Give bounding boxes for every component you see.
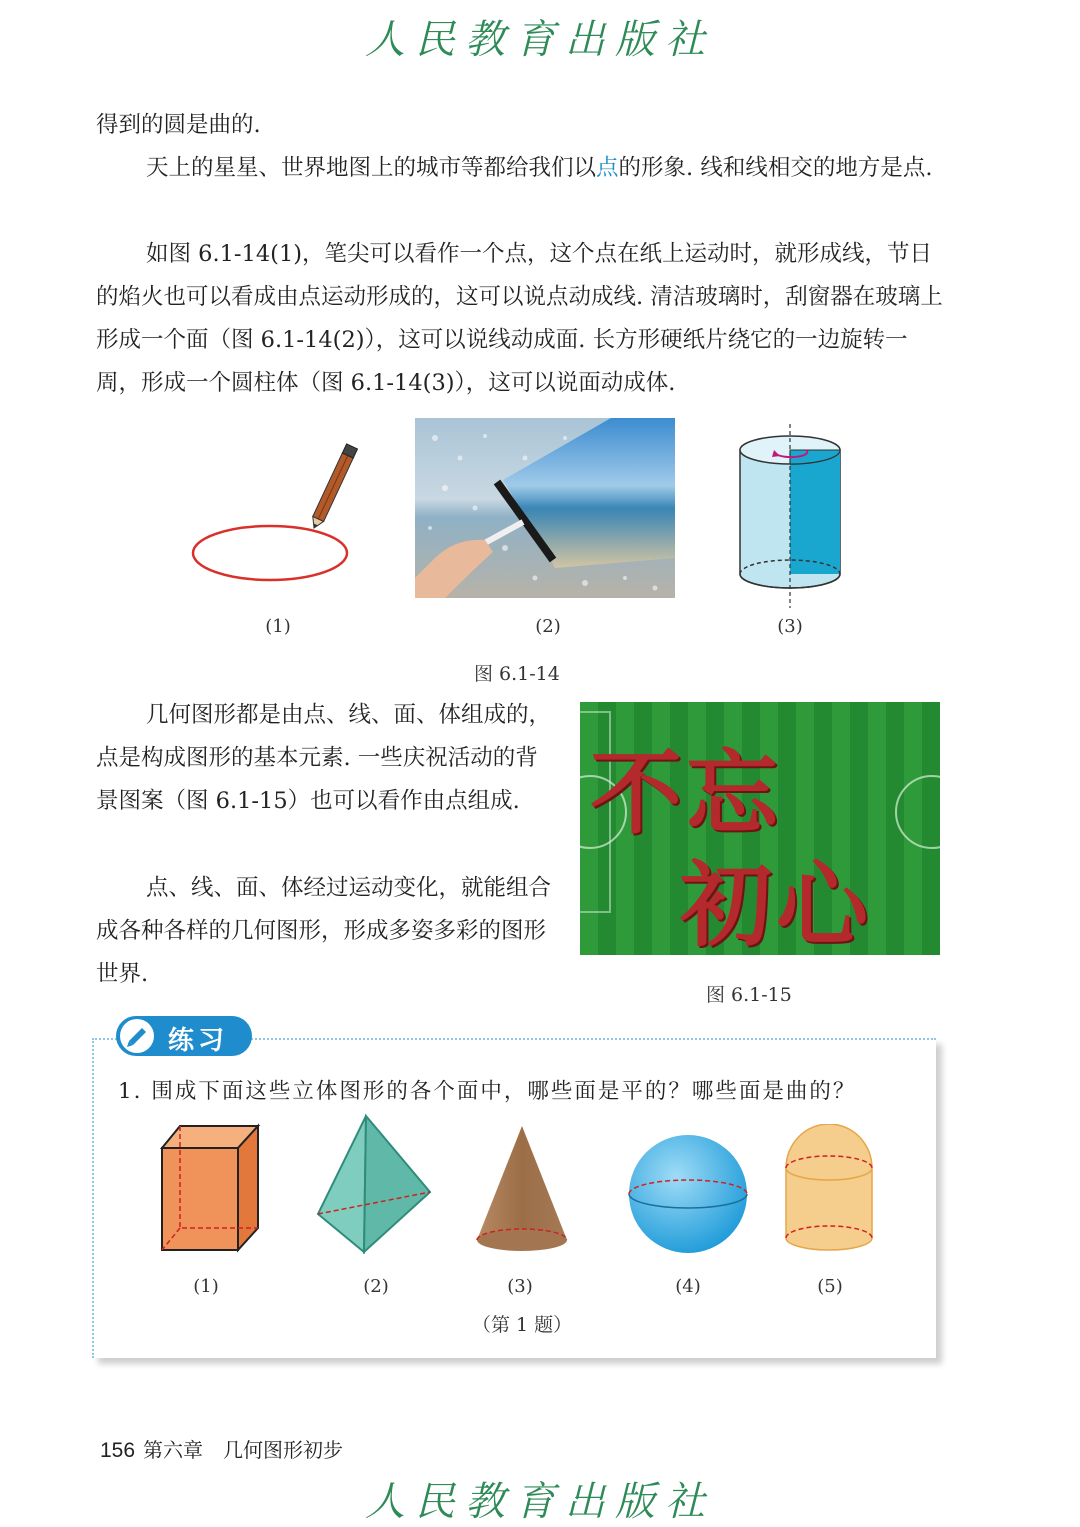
fig14-label-1: (1) xyxy=(265,616,291,637)
pencil-badge-icon xyxy=(120,1019,154,1053)
chapter-title: 第六章 几何图形初步 xyxy=(143,1438,344,1462)
figure-squeegee-photo xyxy=(415,418,675,598)
publisher-watermark-bottom: 人民教育出版社 xyxy=(365,1479,715,1525)
figure-cylinder xyxy=(732,424,847,608)
figure-pencil-drawing xyxy=(190,436,365,586)
paragraph-1: 得到的圆是曲的. xyxy=(96,112,261,138)
paragraph-4: 几何图形都是由点、线、面、体组成的，点是构成图形的基本元素. 一些庆祝活动的背景图案（图 6.1-15）也可以看作由点组成. xyxy=(96,702,552,814)
exercise-caption: （第 1 题） xyxy=(472,1314,573,1336)
exercise-tag xyxy=(116,1016,252,1056)
paragraph-2-text-b: 的形象. 线和线相交的地方是点. xyxy=(618,155,933,181)
paragraph-2-text-a: 天上的星星、世界地图上的城市等都给我们以 xyxy=(146,155,597,181)
field-text-line-1: 不忘 xyxy=(590,740,783,847)
shape-label-2: (2) xyxy=(363,1276,389,1297)
page-number: 156 xyxy=(100,1439,136,1462)
drawn-ellipse xyxy=(193,526,347,580)
pencil-icon xyxy=(309,444,358,531)
figure-field-photo xyxy=(580,702,940,955)
page-footer xyxy=(100,1434,343,1463)
shape-label-4: (4) xyxy=(675,1276,701,1297)
cone-shape xyxy=(474,1124,572,1256)
figure-15-caption: 图 6.1-15 xyxy=(706,984,792,1006)
shape-label-1: (1) xyxy=(193,1276,219,1297)
shape-label-5: (5) xyxy=(817,1276,843,1297)
field-text-line-2: 初心 xyxy=(680,852,873,955)
exercise-tag-label: 练习 xyxy=(168,1026,229,1056)
figure-14-caption: 图 6.1-14 xyxy=(474,663,560,685)
exercise-question-1: 1. 围成下面这些立体图形的各个面中，哪些面是平的？哪些面是曲的？ xyxy=(118,1079,857,1104)
sphere-shape xyxy=(626,1132,750,1256)
fig14-label-3: (3) xyxy=(777,616,803,637)
highlight-point-word: 点 xyxy=(596,155,619,181)
paragraph-2 xyxy=(96,147,944,190)
shape-label-3: (3) xyxy=(507,1276,533,1297)
paragraph-3: 如图 6.1-14(1)，笔尖可以看作一个点，这个点在纸上运动时，就形成线，节日的焰火也可以看成由点运动形成的，这可以说点动成线. 清洁玻璃时，刮窗器在玻璃上形成一个面（图 6.1-14(2)），这可以说线动成面. 长方形硬纸片绕它的一边旋转一周，形成一个圆柱体（图 6.1-14(3)），这可以说面动成体. xyxy=(96,241,943,396)
paragraph-5: 点、线、面、体经过运动变化，就能组合成各种各样的几何图形，形成多姿多彩的图形世界. xyxy=(96,875,552,987)
cuboid-shape xyxy=(158,1122,264,1254)
publisher-watermark-top: 人民教育出版社 xyxy=(365,17,715,63)
capsule-shape xyxy=(782,1124,876,1256)
fig14-label-2: (2) xyxy=(535,616,561,637)
tetrahedron-shape xyxy=(316,1114,434,1256)
